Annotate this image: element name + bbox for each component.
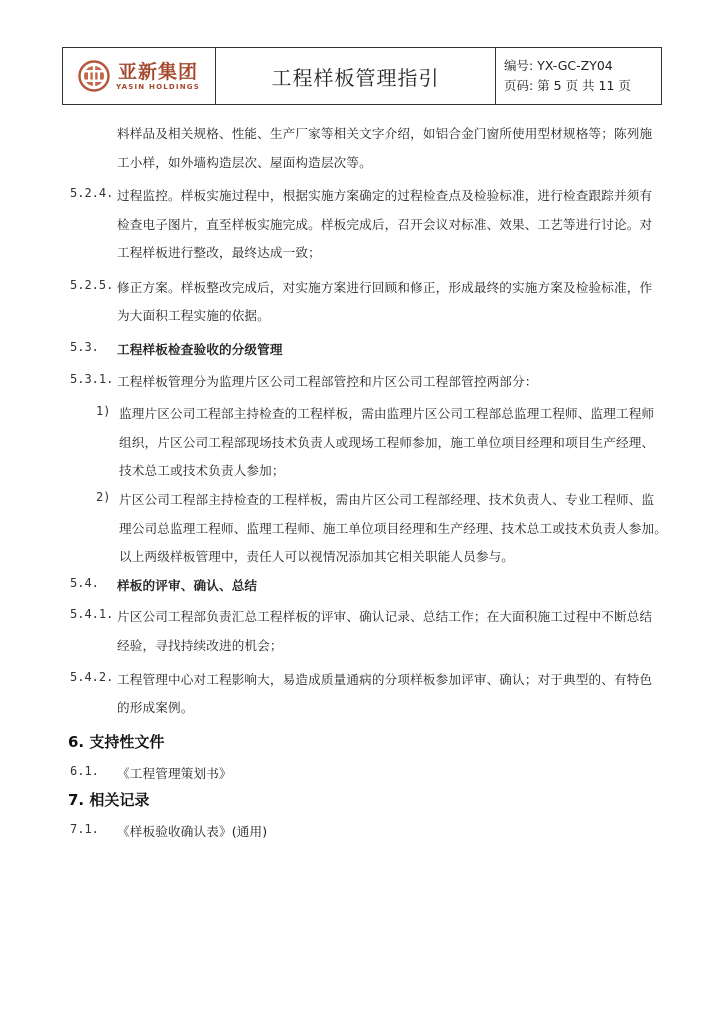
paragraph-line: 片区公司工程部负责汇总工程样板的评审、确认记录、总结工作；在大面积施工过程中不断总结 (117, 609, 653, 624)
paragraph-line: 修正方案。样板整改完成后，对实施方案进行回顾和修正，形成最终的实施方案及检验标准，作 (117, 280, 653, 295)
list-item-line: 监理片区公司工程部主持检查的工程样板，需由监理片区公司工程部总监理工程师、监理工程师 (119, 406, 655, 421)
paragraph-line: 的形成案例。 (117, 700, 194, 715)
document-title: 工程样板管理指引 (216, 48, 496, 104)
section-title: 样板的评审、确认、总结 (117, 578, 258, 593)
document-meta (496, 48, 661, 104)
paragraph-line: 为大面积工程实施的依据。 (117, 308, 270, 323)
clause-number: 5.3.1. (70, 372, 114, 386)
page-number: 页码: 第 5 页 共 11 页 (504, 78, 631, 93)
paragraph-line: 工程样板管理分为监理片区公司工程部管控和片区公司工程部管控两部分： (117, 374, 538, 389)
clause-number: 6.1. (70, 764, 99, 778)
section-number: 5.4. (70, 576, 99, 590)
logo-chinese-name: 亚新集团 (117, 60, 198, 83)
clause-number: 5.2.5. (70, 278, 114, 292)
list-item-line: 组织，片区公司工程部现场技术负责人或现场工程师参加，施工单位项目经理和项目生产经理、 (119, 435, 655, 450)
list-item-line: 理公司总监理工程师、监理工程师、施工单位项目经理和生产经理、技术总工或技术负责人参加。 (119, 521, 667, 536)
paragraph-line: 检查电子图片，直至样板实施完成。样板完成后，召开会议对标准、效果、工艺等进行讨论。对 (117, 217, 653, 232)
paragraph-line: 《样板验收确认表》(通用) (117, 824, 268, 839)
document-header (62, 47, 662, 105)
clause-number: 7.1. (70, 822, 99, 836)
paragraph-line: 经验，寻找持续改进的机会； (117, 638, 283, 653)
logo-emblem-icon (78, 60, 110, 92)
paragraph-line: 工小样，如外墙构造层次、屋面构造层次等。 (117, 155, 372, 170)
paragraph-line: 《工程管理策划书》 (117, 766, 232, 781)
company-logo (63, 48, 216, 104)
list-item-line: 技术总工或技术负责人参加； (119, 463, 285, 478)
logo-english-name: YASIN HOLDINGS (116, 82, 200, 91)
clause-number: 5.4.2. (70, 670, 114, 684)
list-item-line: 片区公司工程部主持检查的工程样板，需由片区公司工程部经理、技术负责人、专业工程师、监 (119, 492, 655, 507)
clause-number: 5.2.4. (70, 186, 114, 200)
paragraph-line: 工程管理中心对工程影响大，易造成质量通病的分项样板参加评审、确认；对于典型的、有特色 (117, 672, 653, 687)
list-number: 1) (96, 404, 111, 418)
paragraph-line: 工程样板进行整改，最终达成一致； (117, 245, 321, 260)
document-code: 编号: YX-GC-ZY04 (504, 58, 613, 73)
section-number: 5.3. (70, 340, 99, 354)
list-number: 2) (96, 490, 111, 504)
paragraph-line: 过程监控。样板实施过程中，根据实施方案确定的过程检查点及检验标准，进行检查跟踪并须有 (117, 188, 653, 203)
list-item-line: 以上两级样板管理中，责任人可以视情况添加其它相关职能人员参与。 (119, 549, 515, 564)
chapter-heading: 6. 支持性文件 (68, 733, 165, 751)
section-title: 工程样板检查验收的分级管理 (117, 342, 283, 357)
chapter-heading: 7. 相关记录 (68, 791, 150, 809)
clause-number: 5.4.1. (70, 607, 114, 621)
paragraph-line: 料样品及相关规格、性能、生产厂家等相关文字介绍，如铝合金门窗所使用型材规格等；陈列施 (117, 126, 653, 141)
